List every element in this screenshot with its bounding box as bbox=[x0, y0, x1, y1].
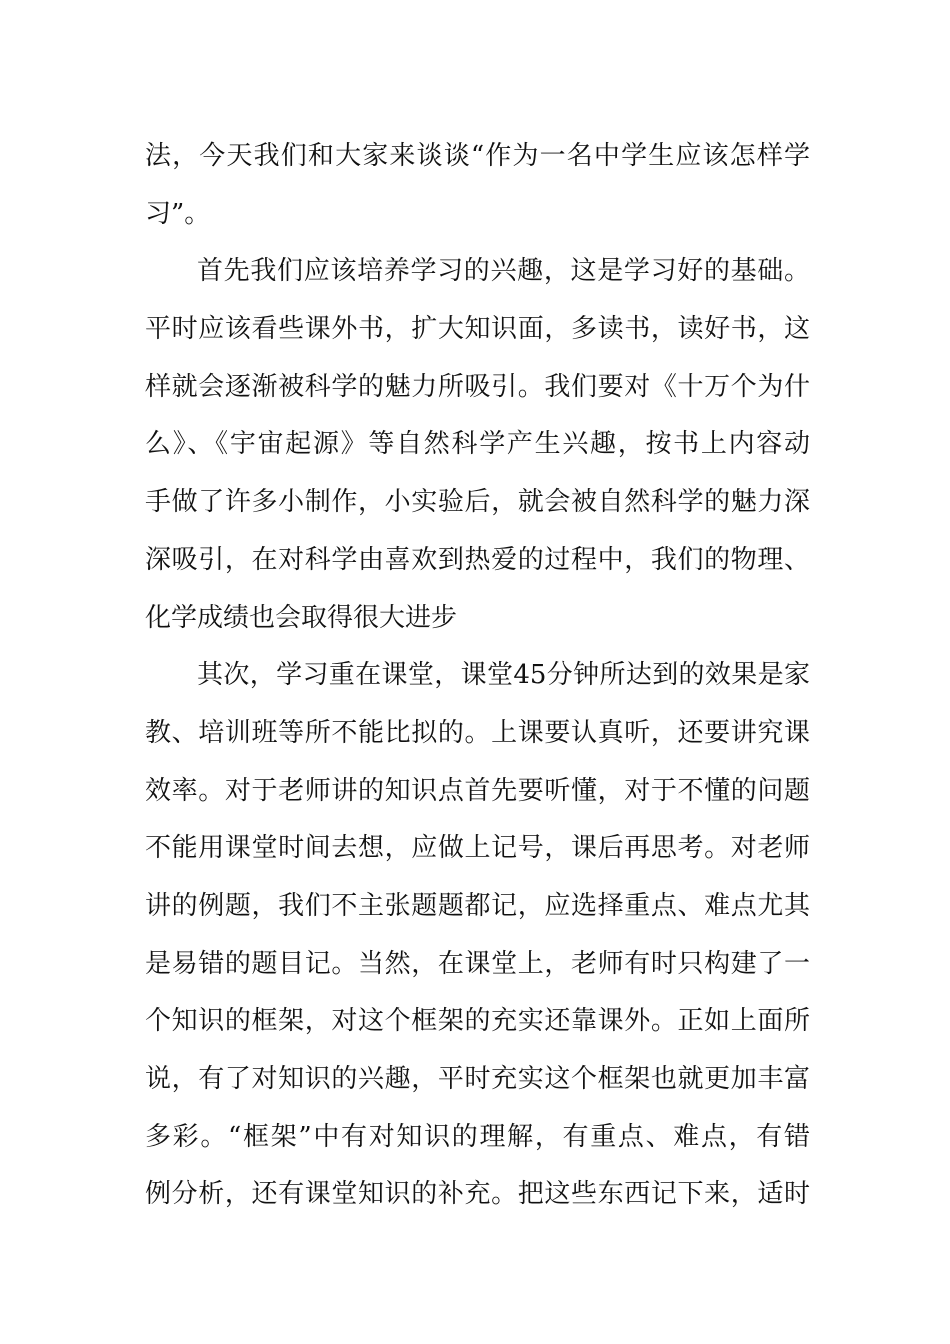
text-line: 不能用课堂时间去想，应做上记号，课后再思考。对老师 bbox=[145, 833, 810, 864]
text-line: 说，有了对知识的兴趣，平时充实这个框架也就更加丰富 bbox=[145, 1064, 810, 1094]
text-line: 化学成绩也会取得很大进步 bbox=[145, 602, 458, 633]
text-line: 习”。 bbox=[145, 198, 211, 229]
text-line: 个知识的框架，对这个框架的充实还靠课外。正如上面所 bbox=[145, 1006, 810, 1037]
text-line: 多彩。“框架”中有对知识的理解，有重点、难点，有错 bbox=[145, 1121, 810, 1152]
text-line: 手做了许多小制作，小实验后，就会被自然科学的魅力深 bbox=[145, 487, 810, 518]
paragraph-first-line: 首先我们应该培养学习的兴趣，这是学习好的基础。 bbox=[197, 256, 810, 287]
text-line: 教、培训班等所不能比拟的。上课要认真听，还要讲究课 bbox=[145, 717, 810, 748]
text-line: 讲的例题，我们不主张题题都记，应选择重点、难点尤其 bbox=[145, 890, 810, 921]
text-line: 效率。对于老师讲的知识点首先要听懂，对于不懂的问题 bbox=[145, 775, 810, 806]
text-line: 法，今天我们和大家来谈谈“作为一名中学生应该怎样学 bbox=[145, 141, 810, 171]
text-line: 么》、《宇宙起源》等自然科学产生兴趣，按书上内容动 bbox=[145, 429, 810, 460]
text-line: 例分析，还有课堂知识的补充。把这些东西记下来，适时 bbox=[145, 1179, 810, 1210]
text-line: 样就会逐渐被科学的魅力所吸引。我们要对《十万个为什 bbox=[145, 371, 810, 402]
paragraph-first-line: 其次，学习重在课堂，课堂45分钟所达到的效果是家 bbox=[197, 660, 810, 691]
text-line: 深吸引，在对科学由喜欢到热爱的过程中，我们的物理、 bbox=[145, 544, 810, 575]
body-text bbox=[145, 128, 810, 1224]
text-line: 平时应该看些课外书，扩大知识面，多读书，读好书，这 bbox=[145, 314, 810, 345]
text-line: 是易错的题目记。当然，在课堂上，老师有时只构建了一 bbox=[145, 948, 810, 979]
